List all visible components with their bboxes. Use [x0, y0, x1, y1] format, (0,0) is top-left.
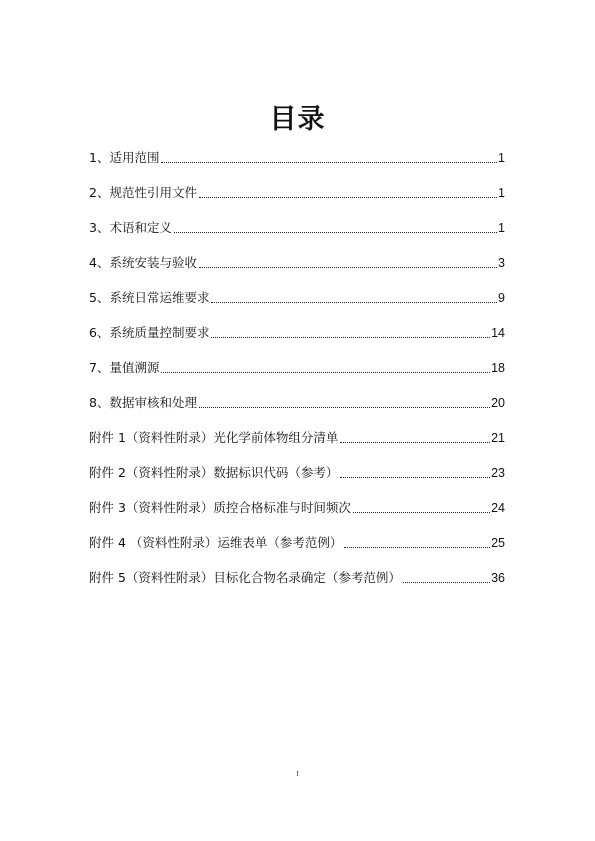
toc-leader-dots — [340, 477, 490, 478]
toc-leader-dots — [344, 547, 490, 548]
toc-entry-page: 1 — [498, 186, 505, 200]
toc-list — [89, 148, 505, 603]
toc-entry[interactable] — [89, 218, 505, 238]
toc-entry-label: 附件 4 （资料性附录）运维表单（参考范例） — [89, 535, 343, 550]
toc-entry-page: 25 — [491, 536, 505, 550]
toc-entry[interactable] — [89, 323, 505, 343]
toc-entry[interactable] — [89, 498, 505, 518]
toc-entry-label: 2、规范性引用文件 — [89, 185, 197, 200]
toc-entry-label: 5、系统日常运维要求 — [89, 290, 210, 305]
toc-entry[interactable] — [89, 428, 505, 448]
toc-entry[interactable] — [89, 358, 505, 378]
toc-leader-dots — [353, 512, 490, 513]
toc-entry-page: 18 — [491, 361, 505, 375]
toc-leader-dots — [340, 442, 490, 443]
toc-entry[interactable] — [89, 533, 505, 553]
toc-entry-label: 7、量值溯源 — [89, 360, 160, 375]
toc-entry[interactable] — [89, 393, 505, 413]
toc-leader-dots — [211, 337, 490, 338]
toc-entry-label: 附件 2（资料性附录）数据标识代码（参考） — [89, 465, 339, 480]
toc-entry-label: 1、适用范围 — [89, 150, 160, 165]
toc-leader-dots — [161, 162, 497, 163]
toc-entry-page: 1 — [498, 221, 505, 235]
toc-entry-page: 21 — [491, 431, 505, 445]
toc-leader-dots — [174, 232, 497, 233]
toc-entry[interactable] — [89, 253, 505, 273]
toc-entry-label: 8、数据审核和处理 — [89, 395, 197, 410]
toc-entry-label: 4、系统安装与验收 — [89, 255, 197, 270]
toc-entry-page: 36 — [491, 571, 505, 585]
toc-leader-dots — [403, 582, 490, 583]
toc-entry-label: 附件 5（资料性附录）目标化合物名录确定（参考范例） — [89, 570, 401, 585]
toc-leader-dots — [211, 302, 497, 303]
toc-entry[interactable] — [89, 463, 505, 483]
toc-entry-label: 附件 1（资料性附录）光化学前体物组分清单 — [89, 430, 339, 445]
toc-entry-page: 20 — [491, 396, 505, 410]
toc-leader-dots — [199, 197, 497, 198]
footer-page-number: I — [296, 770, 299, 778]
toc-leader-dots — [199, 407, 490, 408]
toc-entry-label: 附件 3（资料性附录）质控合格标准与时间频次 — [89, 500, 351, 515]
toc-entry[interactable] — [89, 288, 505, 308]
toc-entry-page: 9 — [498, 291, 505, 305]
toc-entry[interactable] — [89, 183, 505, 203]
toc-entry-label: 6、系统质量控制要求 — [89, 325, 210, 340]
toc-leader-dots — [161, 372, 490, 373]
toc-entry-label: 3、术语和定义 — [89, 220, 172, 235]
toc-entry-page: 3 — [498, 256, 505, 270]
toc-title: 目录 — [269, 104, 326, 135]
toc-entry-page: 24 — [491, 501, 505, 515]
toc-entry-page: 1 — [498, 151, 505, 165]
toc-entry-page: 14 — [491, 326, 505, 340]
toc-entry[interactable] — [89, 568, 505, 588]
toc-entry[interactable] — [89, 148, 505, 168]
toc-leader-dots — [199, 267, 497, 268]
toc-entry-page: 23 — [491, 466, 505, 480]
